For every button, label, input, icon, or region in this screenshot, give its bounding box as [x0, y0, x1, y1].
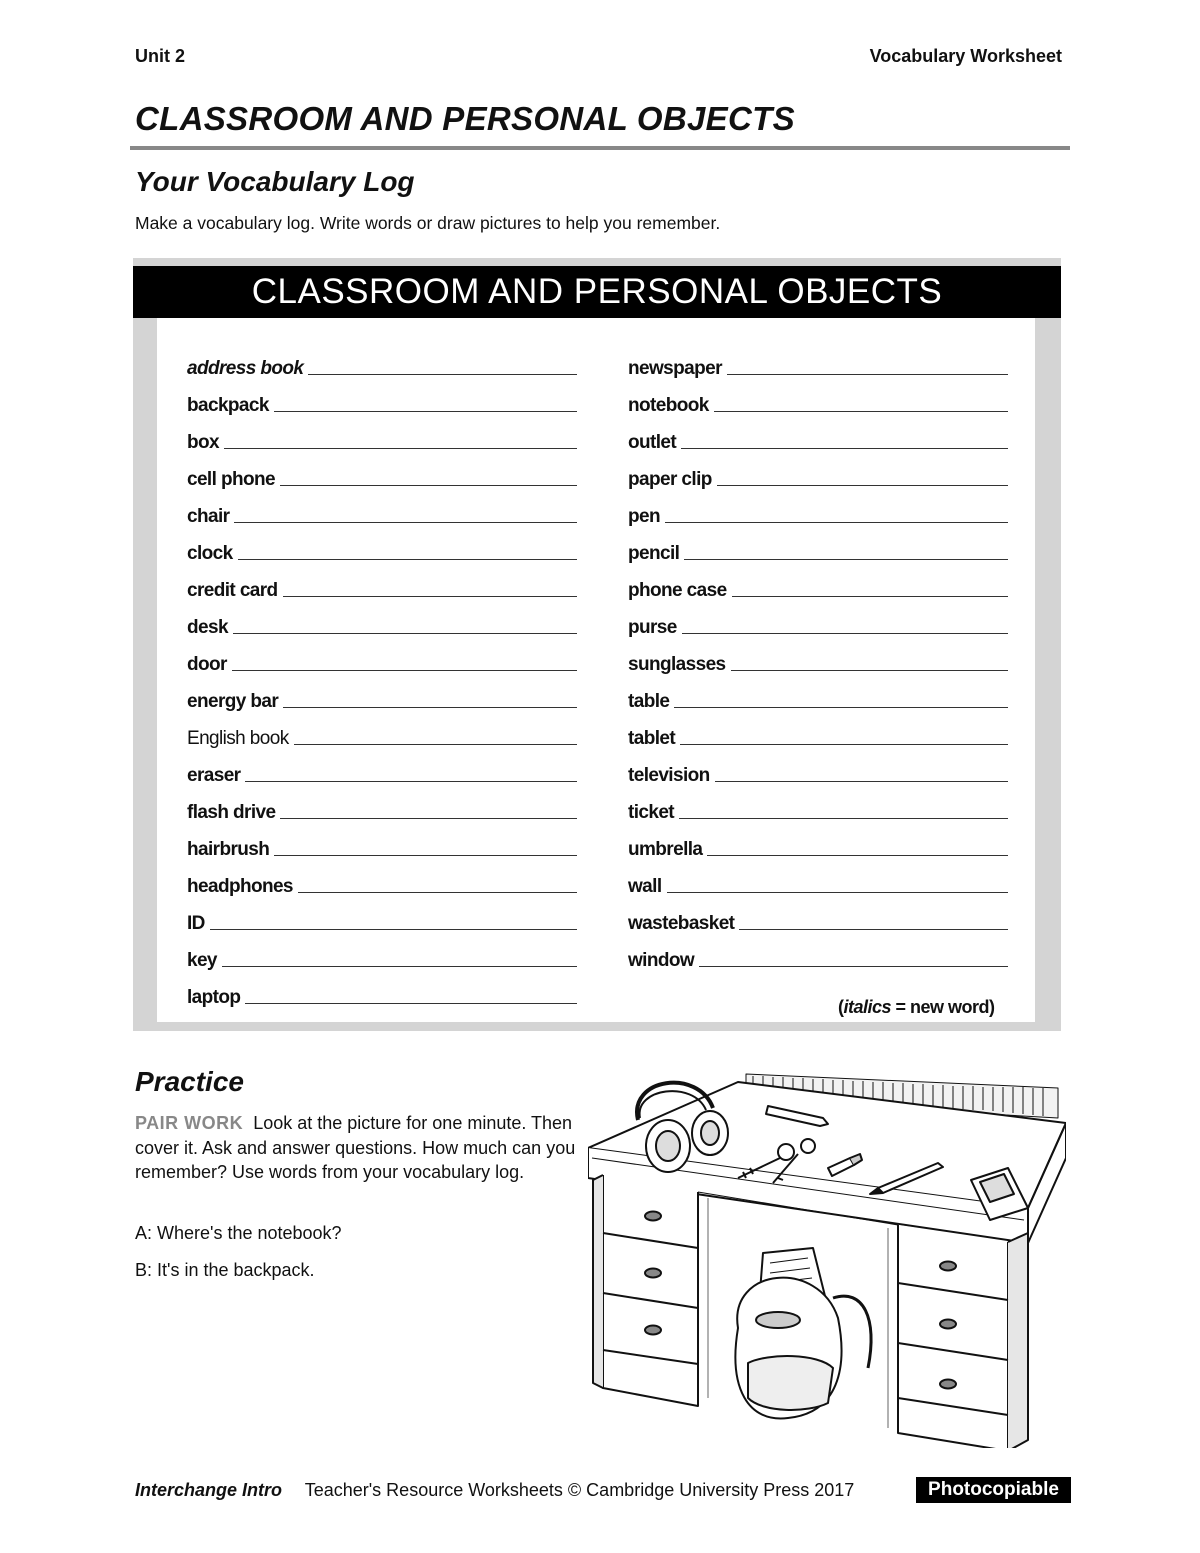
- write-in-line[interactable]: [679, 818, 1008, 819]
- vocab-row: [187, 494, 577, 531]
- vocab-row: [628, 716, 1008, 753]
- vocabulary-log-band: CLASSROOM AND PERSONAL OBJECTS: [133, 266, 1061, 318]
- write-in-line[interactable]: [714, 411, 1008, 412]
- vocab-word: pen: [628, 506, 660, 527]
- write-in-line[interactable]: [238, 559, 577, 560]
- write-in-line[interactable]: [681, 448, 1008, 449]
- vocab-row: [628, 494, 1008, 531]
- write-in-line[interactable]: [294, 744, 577, 745]
- write-in-line[interactable]: [274, 855, 577, 856]
- vocab-word: purse: [628, 617, 677, 638]
- vocab-word: phone case: [628, 580, 727, 601]
- vocab-word: flash drive: [187, 802, 276, 823]
- vocab-row: [628, 531, 1008, 568]
- log-heading: Your Vocabulary Log: [135, 166, 415, 197]
- write-in-line[interactable]: [224, 448, 577, 449]
- vocab-row: [187, 457, 577, 494]
- practice-instructions: [135, 1111, 585, 1185]
- vocab-word: notebook: [628, 395, 709, 416]
- vocab-word: chair: [187, 506, 230, 527]
- write-in-line[interactable]: [234, 522, 577, 523]
- vocab-row: [187, 975, 577, 1012]
- vocab-word: outlet: [628, 432, 677, 453]
- vocab-row: [628, 420, 1008, 457]
- vocab-word: address book: [187, 358, 304, 379]
- vocab-word: key: [187, 950, 217, 971]
- vocab-row: [628, 938, 1008, 975]
- write-in-line[interactable]: [233, 633, 577, 634]
- vocab-word: headphones: [187, 876, 293, 897]
- vocab-word: table: [628, 691, 670, 712]
- practice-body: Look at the picture for one minute. Then cover it. Ask and answer questions. How much can you remember? Use words from your vocabulary log.: [135, 1113, 576, 1182]
- log-instruction: Make a vocabulary log. Write words or draw pictures to help you remember.: [135, 213, 721, 233]
- footer-credit: [135, 1480, 854, 1501]
- vocab-row: [628, 790, 1008, 827]
- vocab-word: ticket: [628, 802, 675, 823]
- vocab-row: [628, 901, 1008, 938]
- write-in-line[interactable]: [232, 670, 577, 671]
- vocab-row: [187, 420, 577, 457]
- vocab-row: [187, 827, 577, 864]
- write-in-line[interactable]: [707, 855, 1008, 856]
- vocab-word: window: [628, 950, 695, 971]
- vocab-word: desk: [187, 617, 228, 638]
- write-in-line[interactable]: [717, 485, 1008, 486]
- note-rest: = new word): [891, 997, 995, 1017]
- vocab-row: [187, 679, 577, 716]
- practice-heading: Practice: [135, 1066, 244, 1097]
- write-in-line[interactable]: [727, 374, 1008, 375]
- vocab-word: tablet: [628, 728, 676, 749]
- write-in-line[interactable]: [715, 781, 1008, 782]
- vocab-word: umbrella: [628, 839, 703, 860]
- write-in-line[interactable]: [298, 892, 577, 893]
- dialog-answer: B: It's in the backpack.: [135, 1260, 315, 1280]
- vocab-row: [628, 605, 1008, 642]
- write-in-line[interactable]: [274, 411, 577, 412]
- write-in-line[interactable]: [674, 707, 1008, 708]
- vocab-word: energy bar: [187, 691, 279, 712]
- vocab-row: [628, 568, 1008, 605]
- write-in-line[interactable]: [684, 559, 1008, 560]
- word-column-right: [628, 346, 1008, 975]
- vocab-row: [628, 753, 1008, 790]
- note-open: (: [838, 997, 844, 1017]
- word-column-left: [187, 346, 577, 1012]
- vocab-word: English book: [187, 728, 289, 749]
- write-in-line[interactable]: [739, 929, 1008, 930]
- vocab-word: clock: [187, 543, 233, 564]
- backpack-icon: [735, 1248, 871, 1418]
- vocab-row: [187, 642, 577, 679]
- vocab-row: [628, 679, 1008, 716]
- vocab-row: [187, 346, 577, 383]
- italics-note: [838, 997, 995, 1018]
- write-in-line[interactable]: [680, 744, 1008, 745]
- vocab-word: laptop: [187, 987, 241, 1008]
- vocab-row: [187, 716, 577, 753]
- vocab-word: wall: [628, 876, 662, 897]
- write-in-line[interactable]: [667, 892, 1008, 893]
- vocab-row: [628, 383, 1008, 420]
- vocab-row: [187, 383, 577, 420]
- vocab-row: [187, 568, 577, 605]
- vocab-row: [187, 901, 577, 938]
- vocab-row: [187, 531, 577, 568]
- write-in-line[interactable]: [245, 1003, 577, 1004]
- vocab-word: hairbrush: [187, 839, 270, 860]
- title-rule: [130, 146, 1070, 150]
- vocab-row: [628, 827, 1008, 864]
- pair-work-label: PAIR WORK: [135, 1113, 244, 1133]
- vocab-word: door: [187, 654, 227, 675]
- vocab-word: paper clip: [628, 469, 712, 490]
- vocab-row: [187, 790, 577, 827]
- vocab-word: sunglasses: [628, 654, 726, 675]
- vocab-row: [187, 938, 577, 975]
- vocab-row: [187, 605, 577, 642]
- write-in-line[interactable]: [283, 707, 577, 708]
- vocab-word: ID: [187, 913, 205, 934]
- dialog-question: A: Where's the notebook?: [135, 1223, 342, 1243]
- write-in-line[interactable]: [682, 633, 1008, 634]
- vocab-word: credit card: [187, 580, 278, 601]
- vocab-row: [628, 346, 1008, 383]
- footer-copyright: Teacher's Resource Worksheets © Cambridge University Press 2017: [304, 1480, 855, 1500]
- unit-label: Unit 2: [135, 46, 186, 66]
- vocab-word: wastebasket: [628, 913, 735, 934]
- write-in-line[interactable]: [210, 929, 577, 930]
- write-in-line[interactable]: [280, 818, 577, 819]
- write-in-line[interactable]: [731, 670, 1009, 671]
- desk-illustration: [588, 1068, 1066, 1448]
- vocab-word: backpack: [187, 395, 269, 416]
- write-in-line[interactable]: [699, 966, 1008, 967]
- write-in-line[interactable]: [222, 966, 577, 967]
- vocab-row: [187, 864, 577, 901]
- write-in-line[interactable]: [308, 374, 577, 375]
- write-in-line[interactable]: [732, 596, 1008, 597]
- worksheet-type: Vocabulary Worksheet: [869, 46, 1062, 66]
- vocab-row: [628, 864, 1008, 901]
- vocab-word: cell phone: [187, 469, 275, 490]
- vocab-row: [628, 642, 1008, 679]
- vocab-word: eraser: [187, 765, 241, 786]
- write-in-line[interactable]: [280, 485, 577, 486]
- note-italics: italics: [843, 997, 892, 1017]
- vocab-word: newspaper: [628, 358, 722, 379]
- photocopiable-badge: Photocopiable: [916, 1477, 1071, 1503]
- vocab-word: television: [628, 765, 710, 786]
- vocab-word: box: [187, 432, 219, 453]
- footer-book: Interchange Intro: [135, 1480, 283, 1500]
- page-title: CLASSROOM AND PERSONAL OBJECTS: [135, 100, 795, 137]
- write-in-line[interactable]: [665, 522, 1008, 523]
- write-in-line[interactable]: [245, 781, 577, 782]
- vocab-row: [628, 457, 1008, 494]
- write-in-line[interactable]: [283, 596, 577, 597]
- vocab-word: pencil: [628, 543, 680, 564]
- vocab-row: [187, 753, 577, 790]
